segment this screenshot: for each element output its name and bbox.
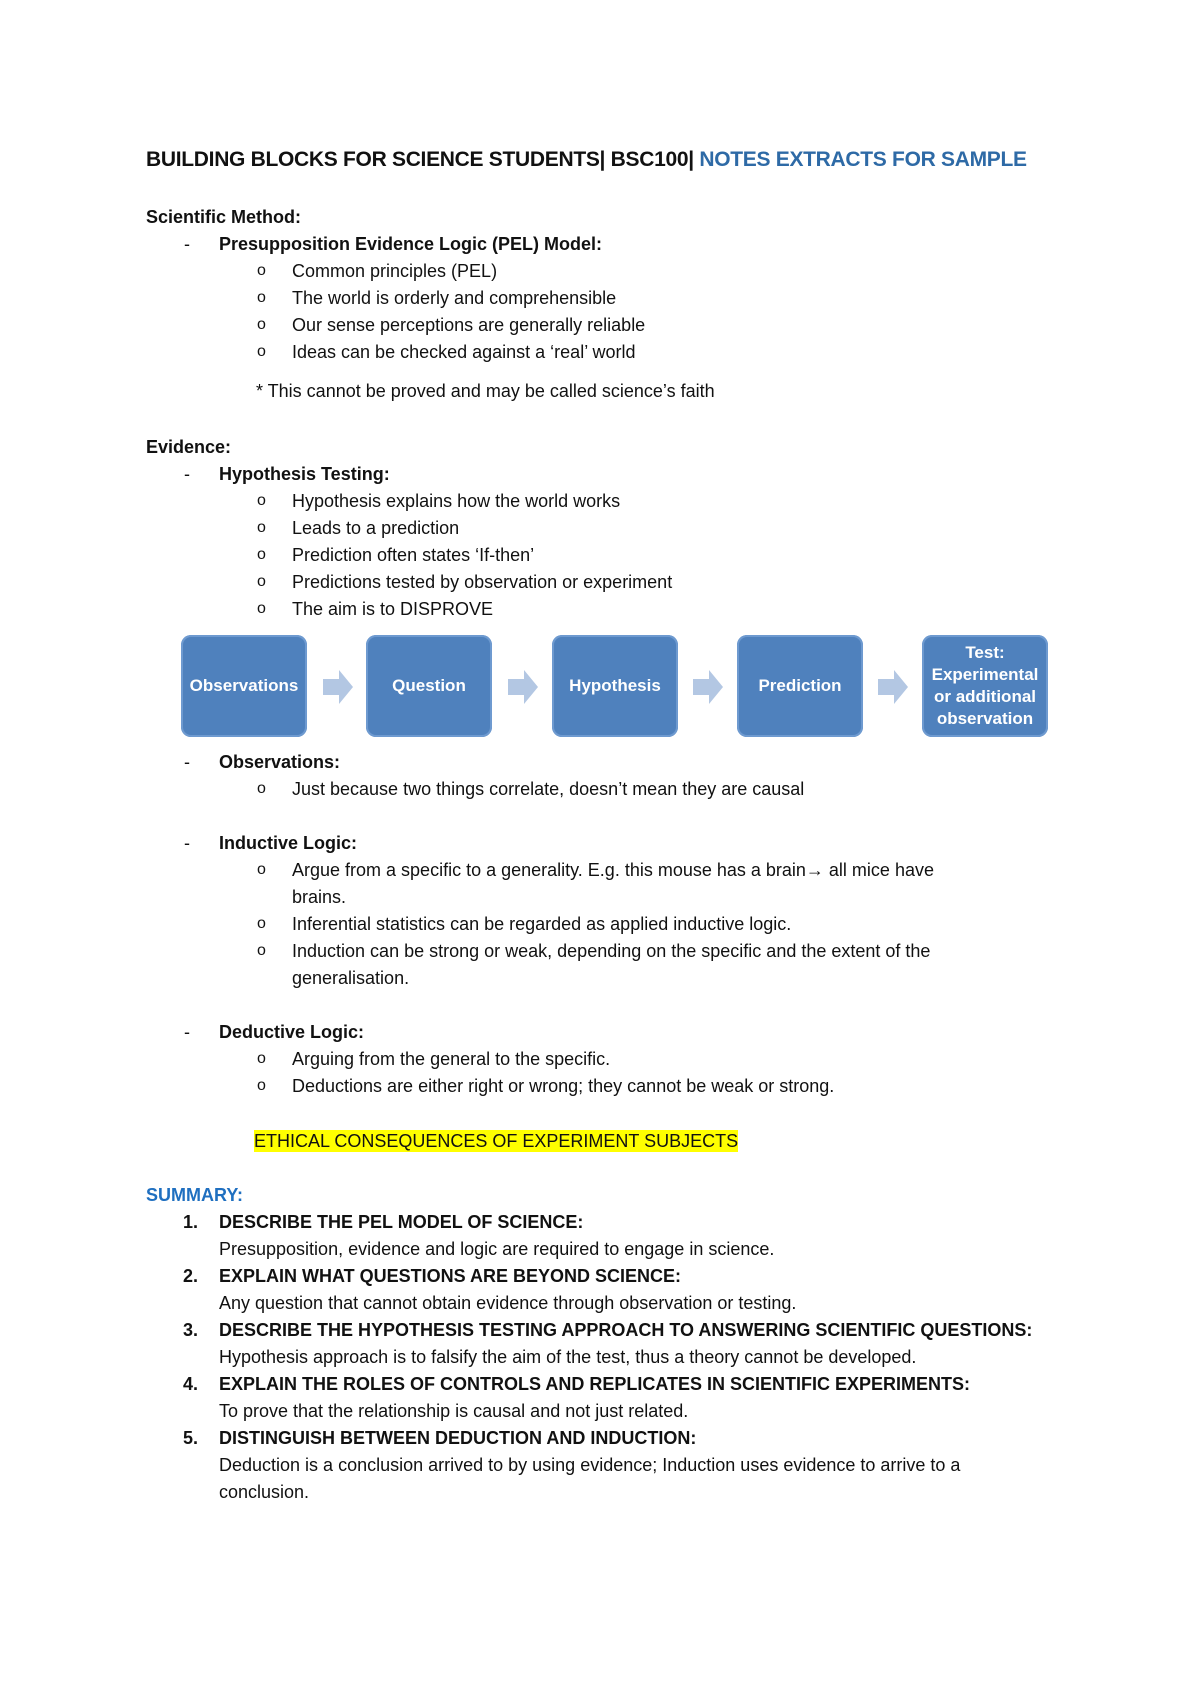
bullet-marker: o [257,519,266,536]
summary-answer: Deduction is a conclusion arrived to by using evidence; Induction uses evidence to arrive to a [219,1455,961,1475]
list-item: Predictions tested by observation or experiment [292,572,673,592]
inductive-logic-heading: Inductive Logic: [219,833,358,853]
dash-marker: - [184,1022,190,1042]
bullet-marker: o [257,861,266,878]
summary-question: EXPLAIN WHAT QUESTIONS ARE BEYOND SCIENCE: [219,1266,682,1286]
hypothesis-testing-heading: Hypothesis Testing: [219,464,390,484]
bullet-marker: o [257,1077,266,1094]
deductive-logic-heading: Deductive Logic: [219,1022,365,1042]
flow-step-observations: Observations [181,635,307,737]
list-item: The aim is to DISPROVE [292,599,494,619]
scientific-method-heading: Scientific Method: [146,207,302,227]
list-item: Deductions are either right or wrong; they cannot be weak or strong. [292,1076,835,1096]
dash-marker: - [184,833,190,853]
dash-marker: - [184,752,190,772]
arrow-right-icon [323,670,353,704]
list-item: Arguing from the general to the specific. [292,1049,611,1069]
summary-heading: SUMMARY: [146,1185,243,1205]
bullet-marker: o [257,942,266,959]
list-item: Prediction often states ‘If-then’ [292,545,535,565]
bullet-marker: o [257,780,266,797]
arrow-right-icon [508,670,538,704]
evidence-heading: Evidence: [146,437,232,457]
flow-step-hypothesis: Hypothesis [552,635,678,737]
list-item: Ideas can be checked against a ‘real’ world [292,342,636,362]
list-item: Hypothesis explains how the world works [292,491,621,511]
list-item-continuation: generalisation. [292,968,410,988]
list-item: Leads to a prediction [292,518,460,538]
bullet-marker: o [257,316,266,333]
dash-marker: - [184,464,190,484]
summary-number: 5. [183,1428,199,1448]
summary-answer: Presupposition, evidence and logic are required to engage in science. [219,1239,775,1259]
summary-number: 2. [183,1266,199,1286]
summary-answer: Hypothesis approach is to falsify the aim of the test, thus a theory cannot be developed. [219,1347,917,1367]
summary-number: 1. [183,1212,199,1232]
bullet-marker: o [257,546,266,563]
summary-number: 3. [183,1320,199,1340]
summary-answer: Any question that cannot obtain evidence through observation or testing. [219,1293,797,1313]
bullet-marker: o [257,600,266,617]
dash-marker: - [184,234,190,254]
flow-step-test: Test: Experimental or additional observation [922,635,1048,737]
bullet-marker: o [257,1050,266,1067]
bullet-marker: o [257,289,266,306]
list-item: Our sense perceptions are generally reliable [292,315,646,335]
summary-question: DISTINGUISH BETWEEN DEDUCTION AND INDUCTION: [219,1428,697,1448]
faith-note: * This cannot be proved and may be called science’s faith [256,381,715,401]
list-item: The world is orderly and comprehensible [292,288,617,308]
list-item: Common principles (PEL) [292,261,498,281]
pel-model-heading: Presupposition Evidence Logic (PEL) Model: [219,234,603,254]
ethical-consequences-highlight: ETHICAL CONSEQUENCES OF EXPERIMENT SUBJECTS [254,1131,739,1151]
bullet-marker: o [257,915,266,932]
arrow-right-icon [693,670,723,704]
list-item: Just because two things correlate, doesn’t mean they are causal [292,779,805,799]
bullet-marker: o [257,343,266,360]
arrow-right-icon [878,670,908,704]
summary-question: DESCRIBE THE HYPOTHESIS TESTING APPROACH TO ANSWERING SCIENTIFIC QUESTIONS: [219,1320,1033,1340]
page-title [146,148,1027,172]
summary-question: DESCRIBE THE PEL MODEL OF SCIENCE: [219,1212,584,1232]
title-main: BUILDING BLOCKS FOR SCIENCE STUDENTS| BSC100| [146,148,700,171]
summary-question: EXPLAIN THE ROLES OF CONTROLS AND REPLICATES IN SCIENTIFIC EXPERIMENTS: [219,1374,971,1394]
summary-answer: To prove that the relationship is causal and not just related. [219,1401,689,1421]
list-item: Inferential statistics can be regarded as applied inductive logic. [292,914,792,934]
flow-step-question: Question [366,635,492,737]
bullet-marker: o [257,492,266,509]
summary-answer-continuation: conclusion. [219,1482,310,1502]
list-item: Argue from a specific to a generality. E.g. this mouse has a brain→ all mice have [292,860,934,880]
bullet-marker: o [257,573,266,590]
flow-step-prediction: Prediction [737,635,863,737]
list-item: Induction can be strong or weak, depending on the specific and the extent of the [292,941,931,961]
summary-number: 4. [183,1374,199,1394]
bullet-marker: o [257,262,266,279]
list-item-continuation: brains. [292,887,347,907]
title-accent: NOTES EXTRACTS FOR SAMPLE [699,148,1027,171]
observations-heading: Observations: [219,752,341,772]
